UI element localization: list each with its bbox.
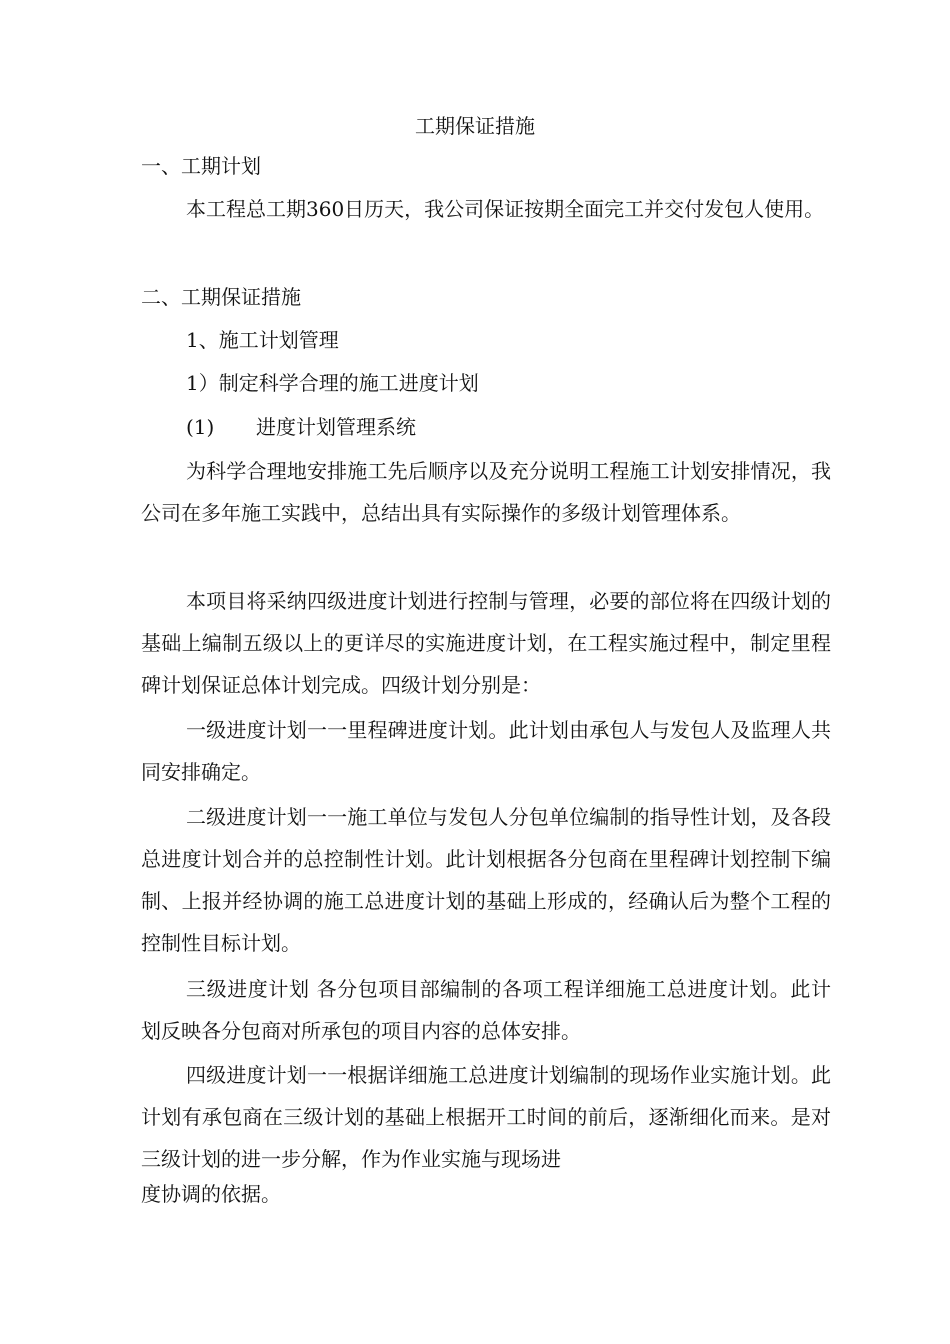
paragraph-total-duration: 本工程总工期360日历天，我公司保证按期全面完工并交付发包人使用。: [186, 197, 825, 221]
document-title: 工期保证措施: [415, 114, 535, 138]
paragraph-multilevel-system: 为科学合理地安排施工先后顺序以及充分说明工程施工计划安排情况，我公司在多年施工实践中，总结出具有实际操作的多级计划管理体系。: [141, 459, 831, 525]
paragraph-level-four: 四级进度计划一一根据详细施工总进度计划编制的现场作业实施计划。此计划有承包商在三级计划的基础上根据开工时间的前后，逐渐细化而来。是对三级计划的进一步分解，作为作业实施与现场进: [141, 1063, 831, 1171]
paragraph-four-level-plan: 本项目将采纳四级进度计划进行控制与管理，必要的部位将在四级计划的基础上编制五级以上的更详尽的实施进度计划，在工程实施过程中，制定里程碑计划保证总体计划完成。四级计划分别是：: [141, 589, 831, 697]
heading-scientific-schedule: 1）制定科学合理的施工进度计划: [186, 371, 479, 395]
paragraph-level-four-tail: 度协调的依据。: [141, 1182, 281, 1206]
paragraph-level-two: 二级进度计划一一施工单位与发包人分包单位编制的指导性计划，及各段总进度计划合并的总控制性计划。此计划根据各分包商在里程碑计划控制下编制、上报并经协调的施工总进度计划的基础上形成的，经确认后为整个工程的控制性目标计划。: [141, 805, 831, 955]
heading-progress-management-system: [141, 406, 876, 448]
heading-construction-plan-management: 1、施工计划管理: [186, 328, 339, 352]
paragraph-level-three: 三级进度计划 各分包项目部编制的各项工程详细施工总进度计划。此计划反映各分包商对所承包的项目内容的总体安排。: [141, 977, 831, 1043]
heading-schedule-measures: 二、工期保证措施: [141, 285, 301, 309]
item-number: (1): [186, 415, 215, 439]
heading-schedule-plan: 一、工期计划: [141, 154, 261, 178]
paragraph-level-one: 一级进度计划一一里程碑进度计划。此计划由承包人与发包人及监理人共同安排确定。: [141, 718, 831, 784]
item-text: 进度计划管理系统: [256, 415, 416, 439]
